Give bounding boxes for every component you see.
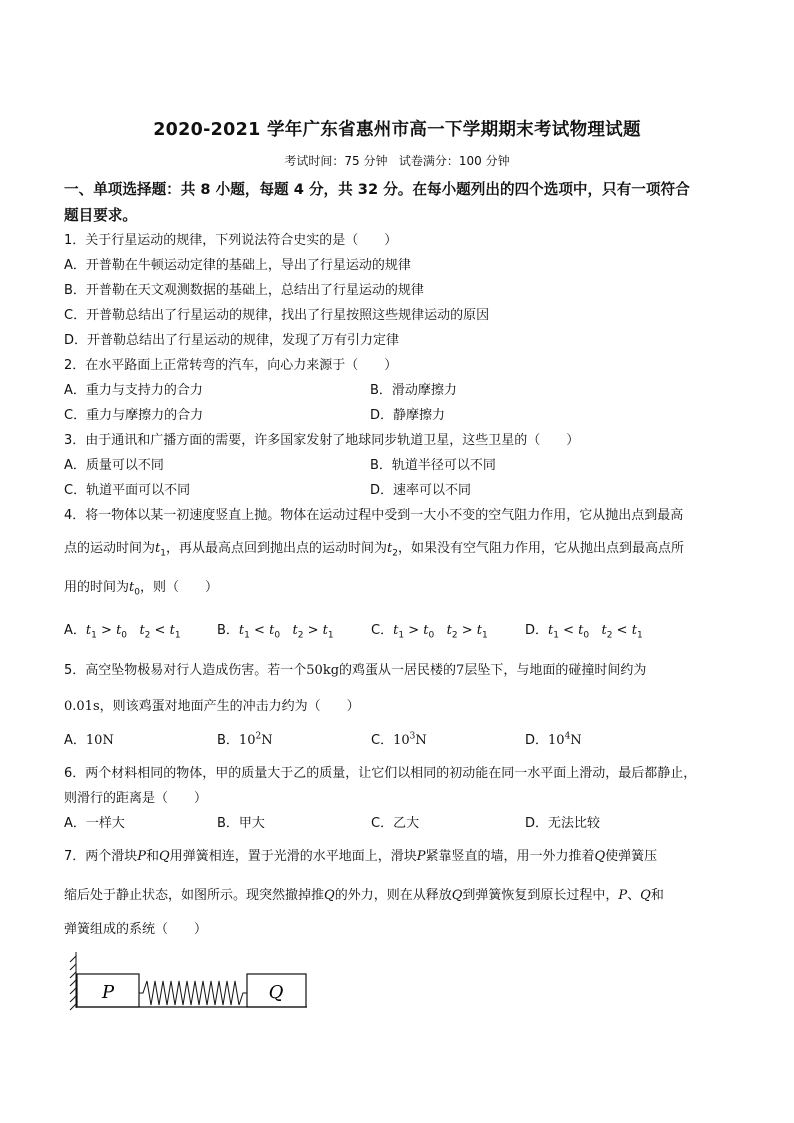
spring-block-figure [64, 948, 314, 1012]
q1-stem: 1．关于行星运动的规律，下列说法符合史实的是（ ） [64, 233, 398, 248]
q6-option-a: A．一样大 [64, 816, 125, 831]
exam-meta [0, 152, 794, 169]
exam-time: 考试时间：75 分钟 [284, 154, 388, 168]
q4-option-b: B．$t_1 < t_0$ $t_2 > t_1$ [217, 623, 334, 641]
q3-option-c: C．轨道平面可以不同 [64, 483, 191, 498]
q4-line2: 点的运动时间为$t_1$，再从最高点回到抛出点的运动时间为$t_2$，如果没有空气阻力作用，它从抛出点到最高点所 [64, 541, 684, 559]
wall-hatching [70, 952, 76, 1010]
q1-option-a: A．开普勒在牛顿运动定律的基础上，导出了行星运动的规律 [64, 258, 411, 273]
q6-line1: 6．两个材料相同的物体，甲的质量大于乙的质量，让它们以相同的初动能在同一水平面上滑动，最后都静止， [64, 766, 697, 781]
q4-line3: 用的时间为$t_0$，则（ ） [64, 580, 218, 598]
q5-option-d: D．$10^4N$ [525, 731, 582, 748]
q1-option-d: D．开普勒总结出了行星运动的规律，发现了万有引力定律 [64, 333, 400, 348]
q2-option-b: B．滑动摩擦力 [370, 383, 457, 398]
block-q-label: Q [268, 982, 284, 1003]
q5-option-c: C．$10^3N$ [371, 731, 427, 748]
q6-line2: 则滑行的距离是（ ） [64, 791, 208, 806]
q6-option-c: C．乙大 [371, 816, 420, 831]
q5-option-b: B．$10^2N$ [217, 731, 273, 748]
q3-option-a: A．质量可以不同 [64, 458, 164, 473]
section-heading-line1: 一、单项选择题：共 8 小题，每题 4 分，共 32 分。在每小题列出的四个选项中，只有一项符合 [64, 181, 690, 198]
q2-stem: 2．在水平路面上正常转弯的汽车，向心力来源于（ ） [64, 358, 398, 373]
page-title: 2020-2021 学年广东省惠州市高一下学期期末考试物理试题 [153, 120, 641, 140]
q6-option-b: B．甲大 [217, 816, 265, 831]
section-heading-line2: 题目要求。 [64, 207, 137, 224]
q3-option-b: B．轨道半径可以不同 [370, 458, 496, 473]
q6-option-d: D．无法比较 [525, 816, 601, 831]
q4-option-d: D．$t_1 < t_0$ $t_2 < t_1$ [525, 623, 643, 641]
q5-option-a: A．10N [64, 733, 114, 748]
q4-option-c: C．$t_1 > t_0$ $t_2 > t_1$ [371, 623, 488, 641]
block-p-label: P [101, 982, 115, 1003]
exam-score: 试卷满分：100 分钟 [398, 154, 510, 168]
q5-line1: 5．高空坠物极易对行人造成伤害。若一个50kg的鸡蛋从一居民楼的7层坠下，与地面的碰撞时间约为 [64, 663, 647, 678]
q7-line2: 缩后处于静止状态，如图所示。现突然撤掉推Q的外力，则在从释放Q到弹簧恢复到原长过程中，P、Q和 [64, 888, 664, 903]
q4-option-a: A．$t_1 > t_0$ $t_2 < t_1$ [64, 623, 181, 641]
q2-option-a: A．重力与支持力的合力 [64, 383, 203, 398]
spring [139, 981, 247, 1005]
q7-line3: 弹簧组成的系统（ ） [64, 922, 208, 937]
q2-option-d: D．静摩擦力 [370, 408, 446, 423]
q5-line2: 0.01s，则该鸡蛋对地面产生的冲击力约为（ ） [64, 699, 360, 714]
q3-stem: 3．由于通讯和广播方面的需要，许多国家发射了地球同步轨道卫星，这些卫星的（ ） [64, 433, 580, 448]
q1-option-c: C．开普勒总结出了行星运动的规律，找出了行星按照这些规律运动的原因 [64, 308, 490, 323]
q4-line1: 4．将一物体以某一初速度竖直上抛。物体在运动过程中受到一大小不变的空气阻力作用，它从抛出点到最高 [64, 508, 684, 523]
q1-option-b: B．开普勒在天文观测数据的基础上，总结出了行星运动的规律 [64, 283, 424, 298]
q2-option-c: C．重力与摩擦力的合力 [64, 408, 204, 423]
q3-option-d: D．速率可以不同 [370, 483, 472, 498]
q7-line1: 7．两个滑块P和Q用弹簧相连，置于光滑的水平地面上，滑块P紧靠竖直的墙，用一外力推着Q使弹簧压 [64, 849, 658, 864]
